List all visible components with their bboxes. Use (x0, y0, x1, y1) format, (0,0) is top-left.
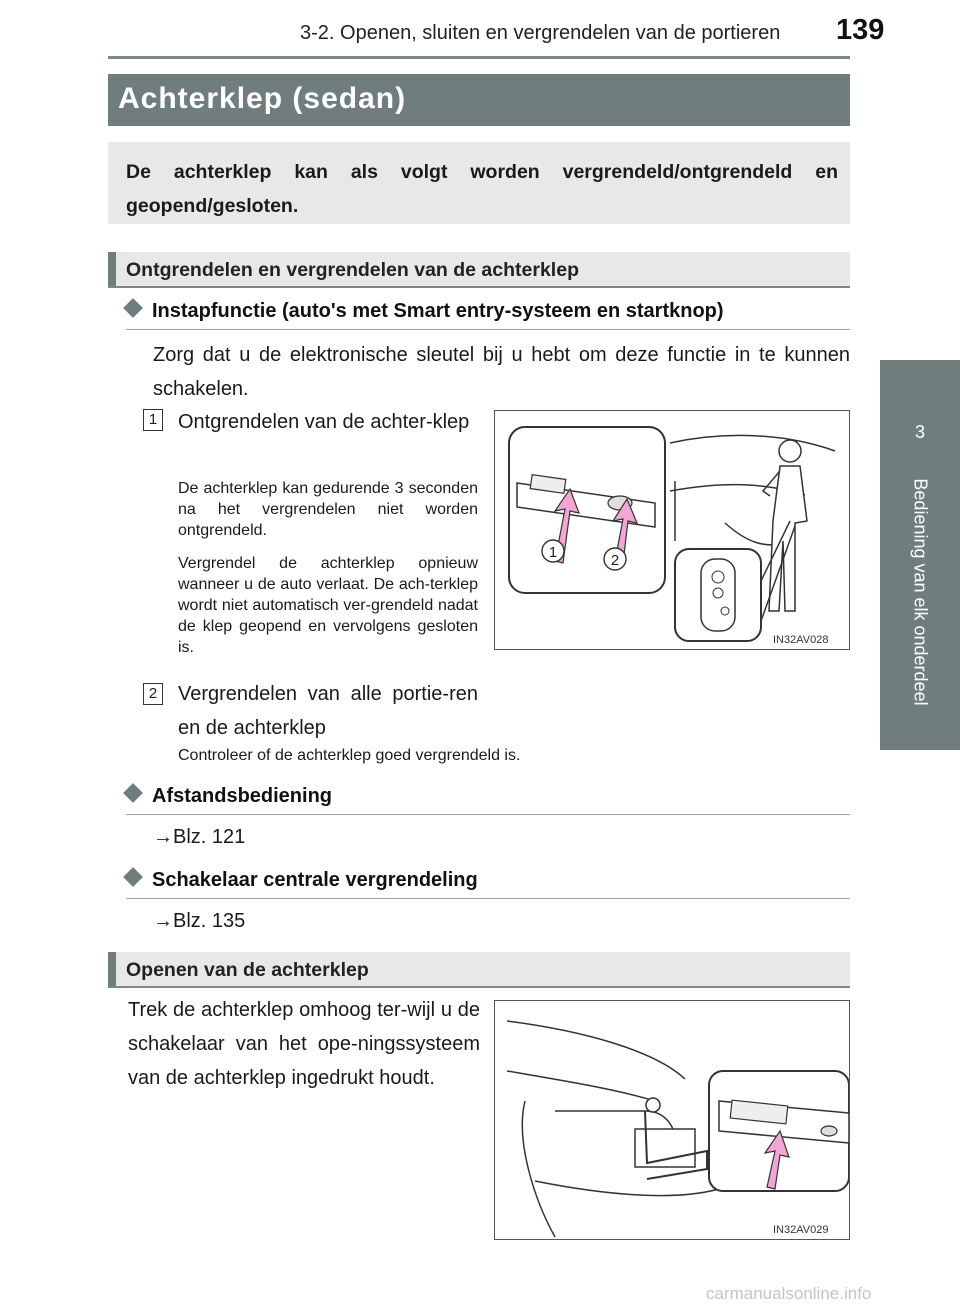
item-rule (126, 814, 850, 815)
step-badge-2: 2 (143, 683, 163, 705)
section-title: Achterklep (sedan) (118, 82, 407, 115)
central-lock-page-ref: →Blz. 135 (153, 910, 246, 932)
illustration-code-1: IN32AV028 (773, 634, 829, 646)
illustration-entry-function (494, 410, 850, 650)
item-heading-text: Instapfunctie (auto's met Smart entry-systeem en startknop) (152, 300, 724, 322)
side-tab-label: Bediening van elk onderdeel (910, 478, 931, 706)
header-rule (108, 56, 850, 59)
illustration-open-tailgate (494, 1000, 850, 1240)
remote-page-ref: →Blz. 121 (153, 826, 246, 848)
chapter-title: 3-2. Openen, sluiten en vergrendelen van de portieren (300, 22, 781, 44)
item-heading-text: Schakelaar centrale vergrendeling (152, 869, 478, 891)
tailgate-open-illustration (495, 1001, 850, 1240)
watermark: carmanualsonline.info (706, 1284, 872, 1303)
step-2-note: Controleer of de achterklep goed vergrendeld is. (178, 747, 521, 764)
illustration-code-2: IN32AV029 (773, 1224, 829, 1236)
item-rule (126, 329, 850, 330)
step-badge-1: 1 (143, 409, 163, 431)
step-2-label: Vergrendelen van alle portie-ren en de achterklep (178, 683, 478, 739)
item-heading-remote (126, 785, 332, 808)
side-tab-number: 3 (914, 422, 925, 442)
callout-2: 2 (610, 552, 620, 569)
diamond-bullet-icon (123, 867, 143, 887)
tailgate-entry-illustration (495, 411, 850, 650)
intro-text: De achterklep kan als volgt worden vergrendeld/ontgrendeld en geopend/gesloten. (126, 161, 838, 217)
diamond-bullet-icon (123, 783, 143, 803)
callout-1: 1 (548, 544, 558, 561)
diamond-bullet-icon (123, 298, 143, 318)
open-tailgate-text: Trek de achterklep omhoog ter-wijl u de schakelaar van het ope-ningssysteem van de achterklep ingedrukt houdt. (128, 999, 480, 1089)
subsection-title-open-tailgate: Openen van de achterklep (126, 959, 369, 981)
item-heading-central-lock (126, 869, 478, 892)
step-1-note-1: De achterklep kan gedurende 3 seconden na het vergrendelen niet worden ontgrendeld. (178, 480, 478, 539)
item-rule (126, 898, 850, 899)
step-1-note-2: Vergrendel de achterklep opnieuw wanneer u de auto verlaat. De ach-terklep wordt niet automatisch ver-grendeld nadat de klep geopend en vervolgens gesloten is. (178, 555, 478, 656)
entry-function-text: Zorg dat u de elektronische sleutel bij u hebt om deze functie in te kunnen schakelen. (153, 344, 850, 400)
item-heading-entry-function (126, 300, 724, 323)
page-number: 139 (836, 14, 885, 46)
step-1-label: Ontgrendelen van de achter-klep (178, 411, 470, 433)
subsection-title-unlock-lock: Ontgrendelen en vergrendelen van de achterklep (126, 259, 579, 281)
item-heading-text: Afstandsbediening (152, 785, 333, 807)
